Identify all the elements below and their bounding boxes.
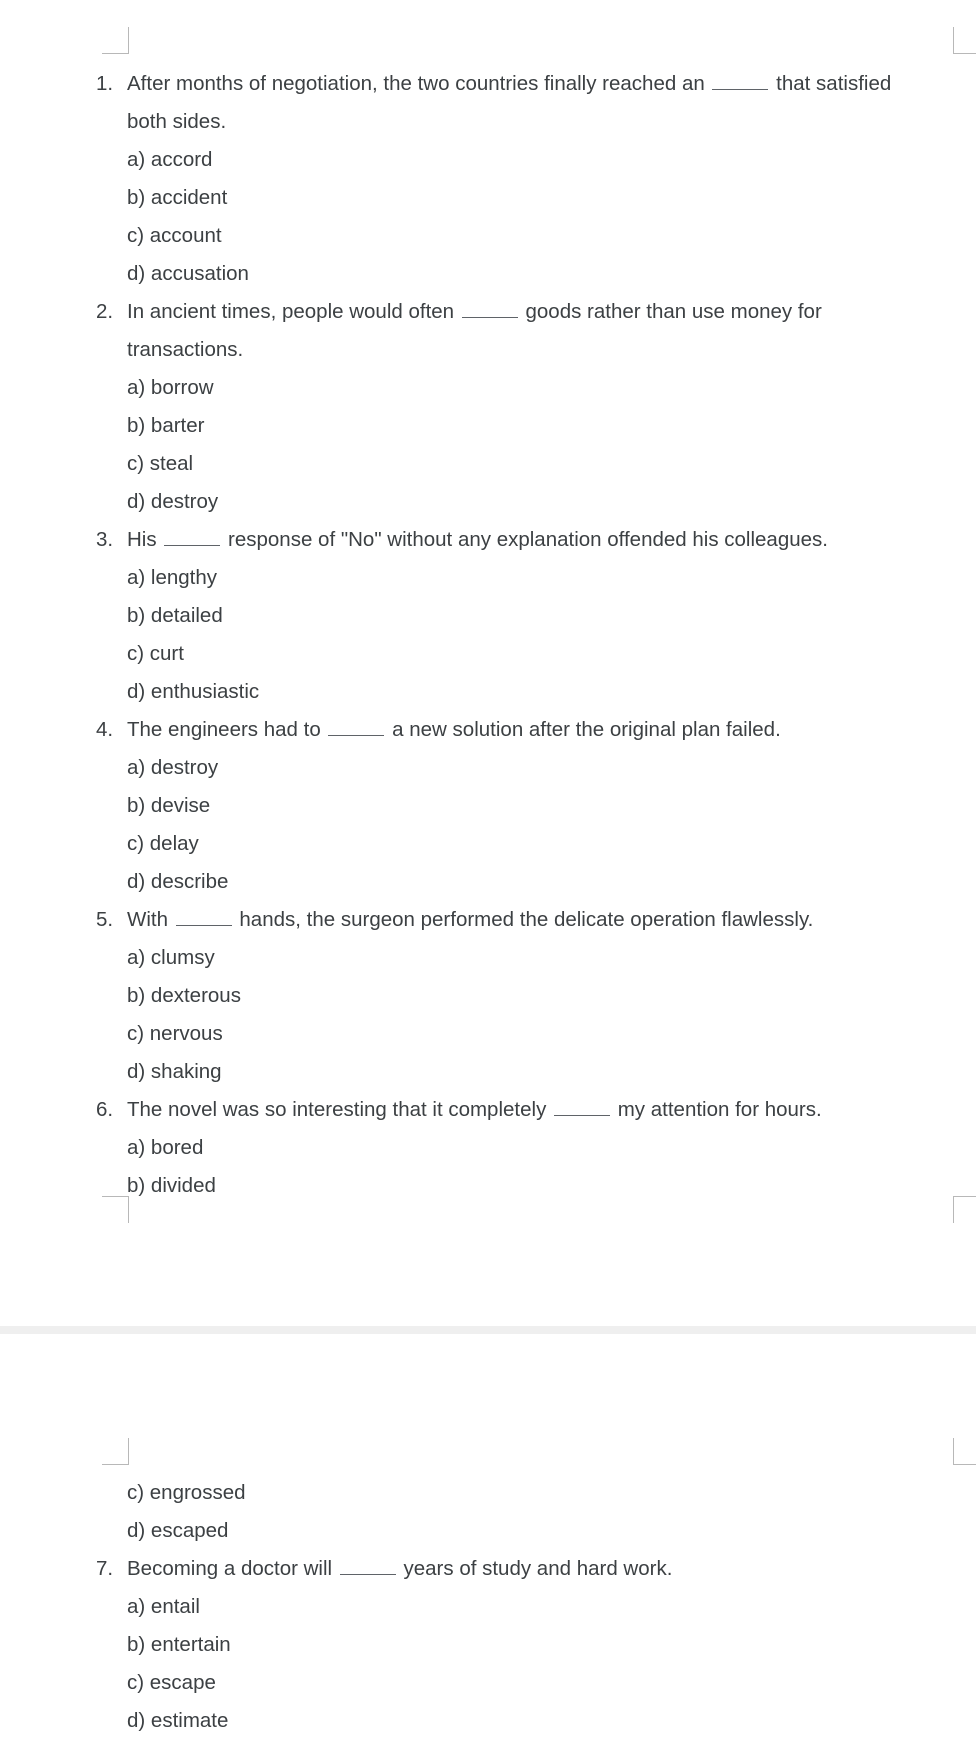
option-c: c) escape <box>127 1671 216 1694</box>
question-text-before: After months of negotiation, the two countries finally reached an <box>127 72 705 95</box>
question-5 <box>96 901 926 939</box>
option-b: b) accident <box>127 186 228 209</box>
answer-blank <box>712 89 768 90</box>
option-c: c) steal <box>127 452 194 475</box>
question-text-before: In ancient times, people would often <box>127 300 455 323</box>
question-number: 1. <box>96 72 114 95</box>
question-text-before: With <box>127 908 168 931</box>
question-text-after: my attention for hours. <box>617 1098 822 1121</box>
question-text-after: a new solution after the original plan failed. <box>392 718 781 741</box>
option-c: c) curt <box>127 642 184 665</box>
answer-blank <box>462 317 518 318</box>
option-b: b) devise <box>127 794 211 817</box>
option-a: a) destroy <box>127 756 219 779</box>
option-b: b) divided <box>127 1174 216 1197</box>
question-text-before: The novel was so interesting that it completely <box>127 1098 547 1121</box>
question-text-after: years of study and hard work. <box>403 1557 673 1580</box>
question-text-before: His <box>127 528 157 551</box>
margin-corner-top-right <box>953 1438 976 1465</box>
margin-corner-top-left <box>102 27 129 54</box>
question-text-after: response of "No" without any explanation offended his colleagues. <box>228 528 828 551</box>
option-a: a) borrow <box>127 376 214 399</box>
option-d: d) shaking <box>127 1060 222 1083</box>
option-a: a) entail <box>127 1595 200 1618</box>
page-2-content <box>96 1474 926 1740</box>
question-text-after: that satisfied both sides. <box>127 72 892 133</box>
question-number: 3. <box>96 528 114 551</box>
question-1 <box>96 65 926 141</box>
question-4 <box>96 711 926 749</box>
option-a: a) accord <box>127 148 213 171</box>
option-c: c) nervous <box>127 1022 223 1045</box>
answer-blank <box>554 1115 610 1116</box>
margin-corner-top-right <box>953 27 976 54</box>
question-text-before: The engineers had to <box>127 718 321 741</box>
option-b: b) barter <box>127 414 205 437</box>
answer-blank <box>328 735 384 736</box>
option-a: a) lengthy <box>127 566 218 589</box>
option-d: d) destroy <box>127 490 219 513</box>
question-number: 7. <box>96 1557 114 1580</box>
option-c: c) account <box>127 224 222 247</box>
question-text-after: hands, the surgeon performed the delicate operation flawlessly. <box>239 908 814 931</box>
question-number: 2. <box>96 300 114 323</box>
option-b: b) detailed <box>127 604 223 627</box>
option-b: b) entertain <box>127 1633 231 1656</box>
page-break-gap <box>0 1326 976 1334</box>
margin-corner-bottom-right <box>953 1196 976 1223</box>
question-number: 4. <box>96 718 114 741</box>
question-7 <box>96 1550 926 1588</box>
option-d: d) enthusiastic <box>127 680 260 703</box>
question-number: 6. <box>96 1098 114 1121</box>
answer-blank <box>164 545 220 546</box>
page-1-content <box>96 65 926 1205</box>
answer-blank <box>176 925 232 926</box>
question-3 <box>96 521 926 559</box>
option-a: a) clumsy <box>127 946 215 969</box>
answer-blank <box>340 1574 396 1575</box>
option-d: d) estimate <box>127 1709 229 1732</box>
question-text-before: Becoming a doctor will <box>127 1557 333 1580</box>
option-d: d) accusation <box>127 262 249 285</box>
option-c: c) delay <box>127 832 199 855</box>
option-a: a) bored <box>127 1136 204 1159</box>
option-b: b) dexterous <box>127 984 241 1007</box>
option-d: d) escaped <box>127 1519 229 1542</box>
question-number: 5. <box>96 908 114 931</box>
margin-corner-top-left <box>102 1438 129 1465</box>
question-6 <box>96 1091 926 1129</box>
question-text-after: goods rather than use money for transactions. <box>127 300 822 361</box>
question-2 <box>96 293 926 369</box>
option-d: d) describe <box>127 870 229 893</box>
option-c: c) engrossed <box>127 1481 246 1504</box>
